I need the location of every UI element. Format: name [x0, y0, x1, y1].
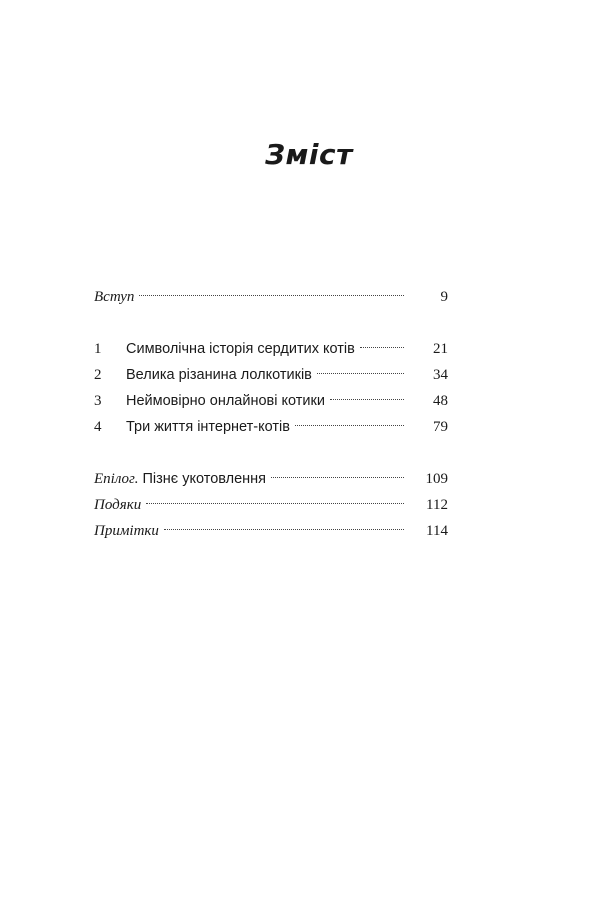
toc-entry-title: Подяки [94, 497, 142, 513]
toc-entry-chapter-4[interactable] [94, 414, 448, 440]
toc-entry-title [94, 466, 266, 492]
dot-leader [330, 399, 404, 400]
dot-leader [139, 295, 404, 296]
toc-entry-intro[interactable] [94, 284, 448, 310]
chapter-number: 3 [94, 393, 102, 409]
toc-entry-title: Велика різанина лолкотиків [126, 367, 312, 383]
dot-leader [317, 373, 404, 374]
toc-entry-chapter-1[interactable] [94, 336, 448, 362]
toc-page-number: 114 [426, 523, 448, 539]
toc-entry-acknowledgements[interactable] [94, 492, 448, 518]
chapter-number: 4 [94, 419, 102, 435]
epilogue-title: Пізнє укотовлення [142, 471, 267, 487]
toc-entry-title: Символічна історія сердитих котів [126, 341, 355, 357]
toc-entry-title: Три життя інтернет-котів [126, 419, 290, 435]
toc-page-number: 48 [433, 393, 448, 409]
chapter-number: 1 [94, 341, 102, 357]
toc-page-number: 112 [426, 497, 448, 513]
toc-intro-group [94, 284, 448, 310]
toc-chapters-group [94, 336, 448, 440]
toc-entry-notes[interactable] [94, 518, 448, 544]
dot-leader [360, 347, 404, 348]
epilogue-label: Епілог. [94, 471, 139, 487]
toc-entry-title: Примітки [94, 523, 159, 539]
toc-entry-epilogue[interactable] [94, 466, 448, 492]
toc-page-number: 34 [433, 367, 448, 383]
toc-entry-chapter-2[interactable] [94, 362, 448, 388]
toc-page-number: 21 [433, 341, 448, 357]
toc-entry-chapter-3[interactable] [94, 388, 448, 414]
toc-page-number: 9 [440, 289, 448, 305]
chapter-number: 2 [94, 367, 102, 383]
toc-page-number: 109 [425, 471, 448, 487]
dot-leader [164, 529, 404, 530]
dot-leader [271, 477, 404, 478]
page-title: Зміст [265, 138, 353, 171]
toc-end-matter-group [94, 466, 448, 544]
toc-page-number: 79 [433, 419, 448, 435]
dot-leader [146, 503, 404, 504]
toc-entry-title: Неймовірно онлайнові котики [126, 393, 325, 409]
toc-entry-title: Вступ [94, 289, 135, 305]
dot-leader [295, 425, 404, 426]
